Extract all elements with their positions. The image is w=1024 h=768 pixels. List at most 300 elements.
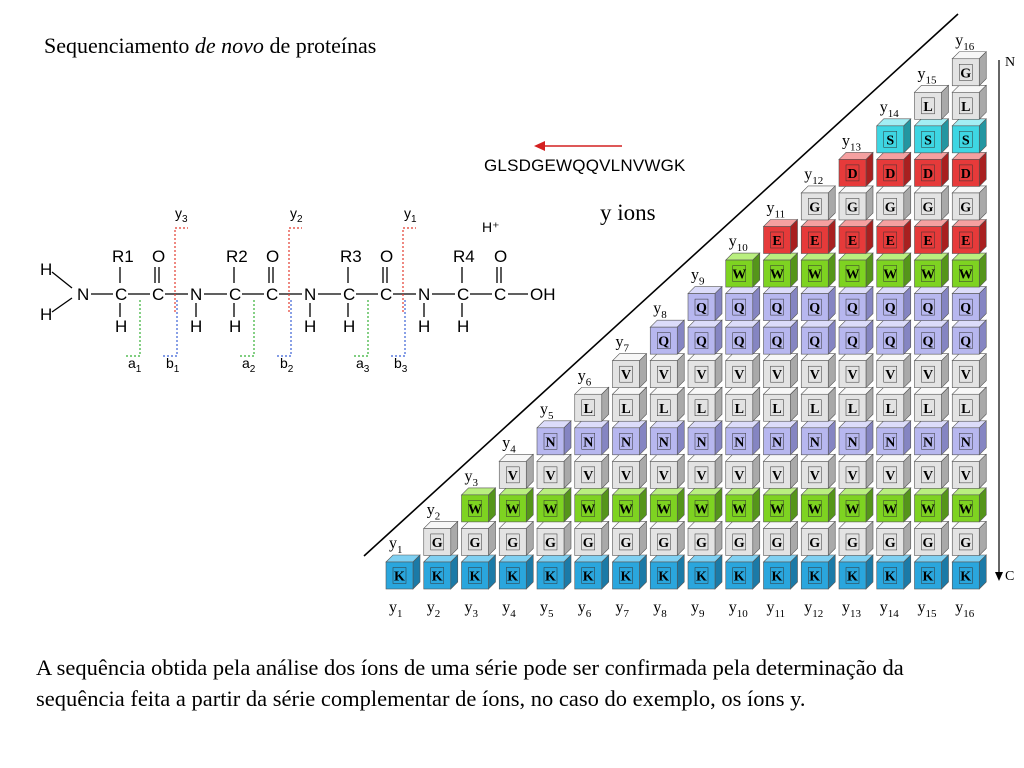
residue-letter: V — [847, 468, 858, 484]
ion-label-bottom: $y_1$ — [389, 599, 403, 620]
residue-letter: K — [545, 569, 556, 585]
residue-cube — [613, 354, 647, 388]
residue-letter: Q — [696, 334, 707, 350]
residue-cube — [386, 555, 420, 589]
residue-letter: G — [884, 535, 896, 551]
a2-fragment-label: $a_2$ — [242, 355, 256, 375]
residue-cube — [952, 454, 986, 488]
residue-cube — [952, 488, 986, 522]
residue-letter: V — [620, 368, 632, 384]
residue-cube — [688, 555, 722, 589]
c-terminus-label: C — [1005, 569, 1015, 584]
residue-letter: V — [658, 468, 669, 484]
residue-cube — [424, 521, 458, 555]
residue-r4: R4 — [453, 247, 475, 266]
residue-cube — [952, 152, 986, 186]
ion-label-top: $y_{15}$ — [917, 65, 937, 87]
residue-letter: K — [733, 569, 745, 585]
residue-letter: W — [883, 267, 898, 283]
residue-cube — [915, 287, 949, 321]
residue-letter: E — [961, 234, 971, 249]
residue-cube — [839, 220, 873, 254]
residue-cube — [726, 454, 760, 488]
residue-cube — [801, 521, 835, 555]
ion-label-bottom: $y_5$ — [540, 599, 554, 620]
residue-letter: V — [507, 468, 518, 484]
residue-cube — [915, 85, 949, 119]
residue-letter: G — [771, 535, 783, 551]
atom-h-alpha-2: H — [229, 317, 242, 336]
atom-h-alpha-1: H — [115, 317, 128, 336]
residue-letter: V — [696, 468, 707, 484]
residue-cube — [575, 454, 609, 488]
ion-label-bottom: $y_{10}$ — [728, 599, 748, 620]
y3-fragment-label: $y_3$ — [175, 205, 188, 225]
residue-letter: E — [847, 234, 858, 249]
residue-letter: G — [922, 200, 934, 216]
residue-cube — [915, 454, 949, 488]
residue-cube — [952, 287, 986, 321]
atom-c-alpha-1: C — [115, 285, 128, 304]
residue-letter: S — [961, 133, 970, 149]
residue-letter: E — [810, 234, 820, 249]
residue-cube — [839, 421, 873, 455]
residue-cube — [537, 555, 571, 589]
residue-letter: K — [620, 569, 632, 585]
residue-letter: N — [583, 435, 594, 451]
ion-label-bottom: $y_{13}$ — [842, 599, 861, 620]
residue-letter: V — [620, 468, 632, 484]
residue-letter: K — [394, 569, 405, 585]
residue-letter: V — [734, 468, 745, 484]
atom-h-top-left: H — [40, 260, 53, 279]
b1-fragment-label: $b_1$ — [166, 355, 180, 375]
residue-cube — [877, 152, 911, 186]
residue-letter: Q — [922, 334, 934, 350]
residue-letter: L — [961, 99, 971, 115]
residue-cube — [499, 555, 533, 589]
residue-letter: V — [960, 368, 971, 384]
residue-cube — [952, 555, 986, 589]
residue-cube — [877, 186, 911, 220]
ion-label-bottom: $y_3$ — [464, 599, 478, 620]
residue-cube — [952, 253, 986, 287]
residue-cube — [877, 421, 911, 455]
atom-h-alpha-4: H — [457, 317, 470, 336]
residue-cube — [952, 119, 986, 153]
ion-label-top: $y_8$ — [653, 300, 667, 322]
residue-cube — [764, 253, 798, 287]
residue-letter: S — [924, 133, 932, 149]
residue-cube — [537, 521, 571, 555]
residue-cube — [952, 387, 986, 421]
residue-letter: Q — [960, 301, 972, 317]
residue-cube — [877, 220, 911, 254]
residue-cube — [764, 521, 798, 555]
residue-letter: K — [431, 569, 443, 585]
residue-letter: Q — [696, 301, 707, 317]
residue-cube — [915, 119, 949, 153]
residue-cube — [915, 253, 949, 287]
residue-cube — [839, 253, 873, 287]
residue-cube — [613, 421, 647, 455]
residue-letter: N — [885, 435, 896, 451]
ion-label-bottom: $y_{12}$ — [804, 599, 824, 620]
residue-letter: K — [922, 569, 934, 585]
residue-letter: Q — [809, 301, 821, 317]
residue-letter: N — [658, 435, 669, 451]
residue-cube — [726, 488, 760, 522]
ion-label-top: $y_{16}$ — [955, 31, 975, 53]
residue-letter: Q — [733, 301, 745, 317]
atom-h-amide-2: H — [190, 317, 203, 336]
residue-letter: V — [583, 468, 594, 484]
residue-letter: L — [923, 401, 933, 417]
residue-cube — [650, 521, 684, 555]
residue-cube — [839, 521, 873, 555]
residue-cube — [801, 387, 835, 421]
residue-cube — [575, 488, 609, 522]
residue-letter: V — [771, 468, 783, 484]
residue-cube — [877, 555, 911, 589]
residue-cube — [499, 521, 533, 555]
residue-cube — [877, 488, 911, 522]
atom-n-2: N — [190, 285, 203, 304]
residue-r1: R1 — [112, 247, 134, 266]
ion-label-top: $y_{11}$ — [766, 199, 786, 221]
residue-letter: W — [656, 502, 671, 518]
ion-label-top: $y_7$ — [615, 333, 629, 355]
residue-cube — [839, 320, 873, 354]
residue-cube — [952, 421, 986, 455]
residue-cube — [915, 555, 949, 589]
residue-letter: K — [582, 569, 594, 585]
residue-cube — [764, 488, 798, 522]
residue-letter: W — [732, 502, 747, 518]
atom-n-1: N — [77, 285, 90, 304]
residue-letter: K — [507, 569, 519, 585]
residue-letter: Q — [884, 334, 896, 350]
ion-label-top: $y_1$ — [389, 535, 403, 556]
residue-letter: Q — [771, 301, 783, 317]
residue-letter: V — [885, 468, 896, 484]
ion-label-top: $y_3$ — [464, 467, 478, 489]
residue-cube — [952, 354, 986, 388]
residue-letter: L — [810, 401, 820, 417]
residue-cube — [764, 454, 798, 488]
a3-fragment-label: $a_3$ — [356, 355, 370, 375]
residue-cube — [839, 454, 873, 488]
residue-cube — [952, 320, 986, 354]
residue-letter: N — [734, 435, 745, 451]
residue-letter: W — [694, 502, 709, 518]
residue-letter: G — [733, 535, 745, 551]
residue-letter: W — [543, 502, 558, 518]
n-terminus-label: N — [1005, 55, 1016, 70]
residue-cube — [915, 521, 949, 555]
residue-letter: V — [847, 368, 858, 384]
atom-o-1: O — [152, 247, 166, 266]
residue-letter: Q — [847, 334, 858, 350]
residue-cube — [650, 354, 684, 388]
residue-letter: K — [696, 569, 707, 585]
residue-cube — [462, 488, 496, 522]
residue-cube — [801, 421, 835, 455]
residue-letter: G — [431, 535, 443, 551]
ion-label-top: $y_6$ — [577, 367, 592, 389]
residue-letter: V — [809, 468, 820, 484]
residue-letter: N — [809, 435, 820, 451]
residue-cube — [613, 555, 647, 589]
residue-letter: L — [772, 401, 782, 417]
residue-letter: V — [922, 468, 934, 484]
atom-n-3: N — [304, 285, 317, 304]
residue-letter: V — [696, 368, 707, 384]
residue-letter: W — [807, 267, 822, 283]
residue-letter: G — [960, 535, 972, 551]
residue-letter: L — [696, 401, 707, 417]
atom-h-amide-3: H — [304, 317, 317, 336]
residue-letter: Q — [809, 334, 821, 350]
residue-letter: D — [885, 166, 896, 182]
residue-cube — [915, 186, 949, 220]
residue-cube — [575, 387, 609, 421]
peptide-sequence: GLSDGEWQQVLNVWGK — [484, 156, 686, 175]
atom-c-alpha-2: C — [229, 285, 242, 304]
ion-label-top: $y_{12}$ — [804, 165, 824, 187]
residue-letter: Q — [960, 334, 972, 350]
residue-letter: Q — [771, 334, 783, 350]
residue-letter: Q — [847, 301, 858, 317]
residue-cube — [575, 421, 609, 455]
residue-letter: K — [469, 569, 481, 585]
ion-label-top: $y_{14}$ — [879, 98, 899, 120]
b2-fragment-label: $b_2$ — [280, 355, 294, 375]
residue-letter: W — [770, 267, 784, 283]
residue-cube — [462, 555, 496, 589]
residue-letter: W — [958, 502, 973, 518]
residue-r3: R3 — [340, 247, 362, 266]
ion-label-bottom: $y_2$ — [426, 599, 441, 620]
residue-cube — [952, 52, 986, 86]
residue-cube — [764, 555, 798, 589]
residue-cube — [877, 454, 911, 488]
residue-cube — [915, 354, 949, 388]
residue-cube — [688, 521, 722, 555]
title-prefix: Sequenciamento — [44, 33, 195, 58]
residue-letter: Q — [884, 301, 896, 317]
proton-label: H⁺ — [482, 219, 500, 235]
residue-cube — [764, 354, 798, 388]
residue-cube — [764, 421, 798, 455]
residue-letter: W — [845, 267, 860, 283]
ion-label-bottom: $y_9$ — [691, 599, 705, 620]
residue-letter: G — [545, 535, 556, 551]
residue-letter: S — [886, 133, 895, 149]
residue-cube — [839, 152, 873, 186]
residue-cube — [952, 521, 986, 555]
atom-c-carbonyl-2: C — [266, 285, 279, 304]
residue-cube — [764, 387, 798, 421]
residue-cube — [839, 186, 873, 220]
residue-cube — [877, 119, 911, 153]
residue-letter: K — [658, 569, 670, 585]
residue-letter: W — [845, 502, 860, 518]
residue-letter: G — [809, 535, 821, 551]
residue-letter: W — [921, 267, 935, 283]
atom-o-4: O — [494, 247, 508, 266]
residue-letter: W — [770, 502, 784, 518]
ion-label-bottom: $y_7$ — [615, 599, 629, 620]
residue-letter: D — [960, 166, 971, 182]
residue-cube — [726, 354, 760, 388]
residue-cube — [915, 220, 949, 254]
atom-h-amide-4: H — [418, 317, 431, 336]
residue-letter: W — [619, 502, 633, 518]
residue-letter: K — [771, 569, 783, 585]
ion-label-bottom: $y_8$ — [653, 599, 667, 620]
residue-cube — [801, 220, 835, 254]
residue-cube — [801, 488, 835, 522]
ion-label-top: $y_2$ — [426, 501, 441, 523]
residue-letter: L — [659, 401, 669, 417]
residue-letter: N — [771, 435, 783, 451]
residue-cube — [688, 421, 722, 455]
ion-label-bottom: $y_{11}$ — [766, 599, 786, 620]
residue-letter: V — [922, 368, 934, 384]
residue-cube — [952, 186, 986, 220]
residue-cube — [877, 287, 911, 321]
residue-letter: L — [885, 401, 895, 417]
atom-c-carbonyl-4: C — [494, 285, 507, 304]
residue-cube — [575, 521, 609, 555]
atom-c-carbonyl-1: C — [152, 285, 165, 304]
ion-label-bottom: $y_{14}$ — [879, 599, 899, 620]
residue-letter: W — [883, 502, 898, 518]
residue-letter: G — [582, 535, 594, 551]
b3-fragment-label: $b_3$ — [394, 355, 408, 375]
residue-cube — [650, 555, 684, 589]
residue-cube — [801, 253, 835, 287]
residue-cube — [613, 387, 647, 421]
residue-letter: N — [922, 435, 934, 451]
residue-letter: G — [884, 200, 896, 216]
residue-r2: R2 — [226, 247, 248, 266]
residue-letter: L — [847, 401, 858, 417]
atom-h-bottom-left: H — [40, 305, 53, 324]
residue-cube — [801, 454, 835, 488]
residue-cube — [764, 320, 798, 354]
residue-letter: E — [885, 234, 895, 249]
residue-cube — [726, 320, 760, 354]
residue-letter: W — [732, 267, 747, 283]
residue-cube — [839, 488, 873, 522]
residue-cube — [613, 454, 647, 488]
residue-letter: K — [847, 569, 858, 585]
residue-letter: W — [958, 267, 973, 283]
atom-n-4: N — [418, 285, 431, 304]
residue-cube — [499, 488, 533, 522]
atom-o-3: O — [380, 247, 394, 266]
residue-cube — [650, 387, 684, 421]
residue-cube — [726, 287, 760, 321]
residue-letter: K — [884, 569, 896, 585]
residue-cube — [650, 488, 684, 522]
residue-cube — [801, 555, 835, 589]
residue-letter: G — [809, 200, 821, 216]
caption-text: A sequência obtida pela análise dos íons de uma série pode ser confirmada pela determinação da sequência feita a partir da série complementar de íons, no caso do exemplo, os íons y. — [36, 655, 904, 711]
residue-cube — [877, 521, 911, 555]
ion-label-bottom: $y_4$ — [502, 599, 516, 620]
residue-cube — [801, 186, 835, 220]
residue-cube — [726, 421, 760, 455]
ion-label-bottom: $y_6$ — [577, 599, 592, 620]
residue-cube — [915, 488, 949, 522]
residue-cube — [877, 354, 911, 388]
residue-cube — [688, 454, 722, 488]
atom-c-alpha-3: C — [343, 285, 356, 304]
residue-letter: W — [921, 502, 935, 518]
ion-label-top: $y_{10}$ — [728, 233, 748, 255]
a1-fragment-label: $a_1$ — [128, 355, 142, 375]
atom-h-alpha-3: H — [343, 317, 356, 336]
residue-letter: G — [658, 535, 670, 551]
residue-cube — [764, 220, 798, 254]
residue-letter: Q — [922, 301, 934, 317]
residue-letter: V — [545, 468, 556, 484]
residue-cube — [499, 454, 533, 488]
ion-label-top: $y_4$ — [502, 434, 516, 456]
title-italic: de novo — [194, 33, 264, 58]
residue-cube — [915, 152, 949, 186]
residue-letter: V — [809, 368, 820, 384]
residue-cube — [952, 85, 986, 119]
residue-cube — [764, 287, 798, 321]
residue-cube — [424, 555, 458, 589]
residue-cube — [877, 320, 911, 354]
residue-cube — [613, 521, 647, 555]
residue-cube — [726, 253, 760, 287]
residue-letter: E — [923, 234, 933, 249]
residue-letter: G — [469, 535, 481, 551]
residue-letter: L — [961, 401, 971, 417]
residue-cube — [915, 421, 949, 455]
title-suffix: de proteínas — [263, 33, 377, 58]
atom-o-2: O — [266, 247, 280, 266]
atom-oh: OH — [530, 285, 556, 304]
residue-cube — [839, 555, 873, 589]
residue-letter: G — [696, 535, 707, 551]
residue-cube — [688, 354, 722, 388]
residue-cube — [839, 287, 873, 321]
residue-cube — [462, 521, 496, 555]
residue-letter: V — [885, 368, 896, 384]
ion-label-top: $y_{13}$ — [842, 132, 861, 154]
residue-letter: L — [621, 401, 631, 417]
residue-letter: V — [960, 468, 971, 484]
residue-cube — [688, 387, 722, 421]
residue-letter: D — [922, 166, 934, 182]
residue-letter: E — [772, 234, 782, 249]
residue-cube — [726, 555, 760, 589]
residue-letter: L — [734, 401, 744, 417]
residue-letter: D — [847, 166, 858, 182]
residue-cube — [537, 488, 571, 522]
residue-letter: Q — [733, 334, 745, 350]
residue-cube — [537, 421, 571, 455]
residue-letter: N — [847, 435, 858, 451]
residue-cube — [915, 320, 949, 354]
